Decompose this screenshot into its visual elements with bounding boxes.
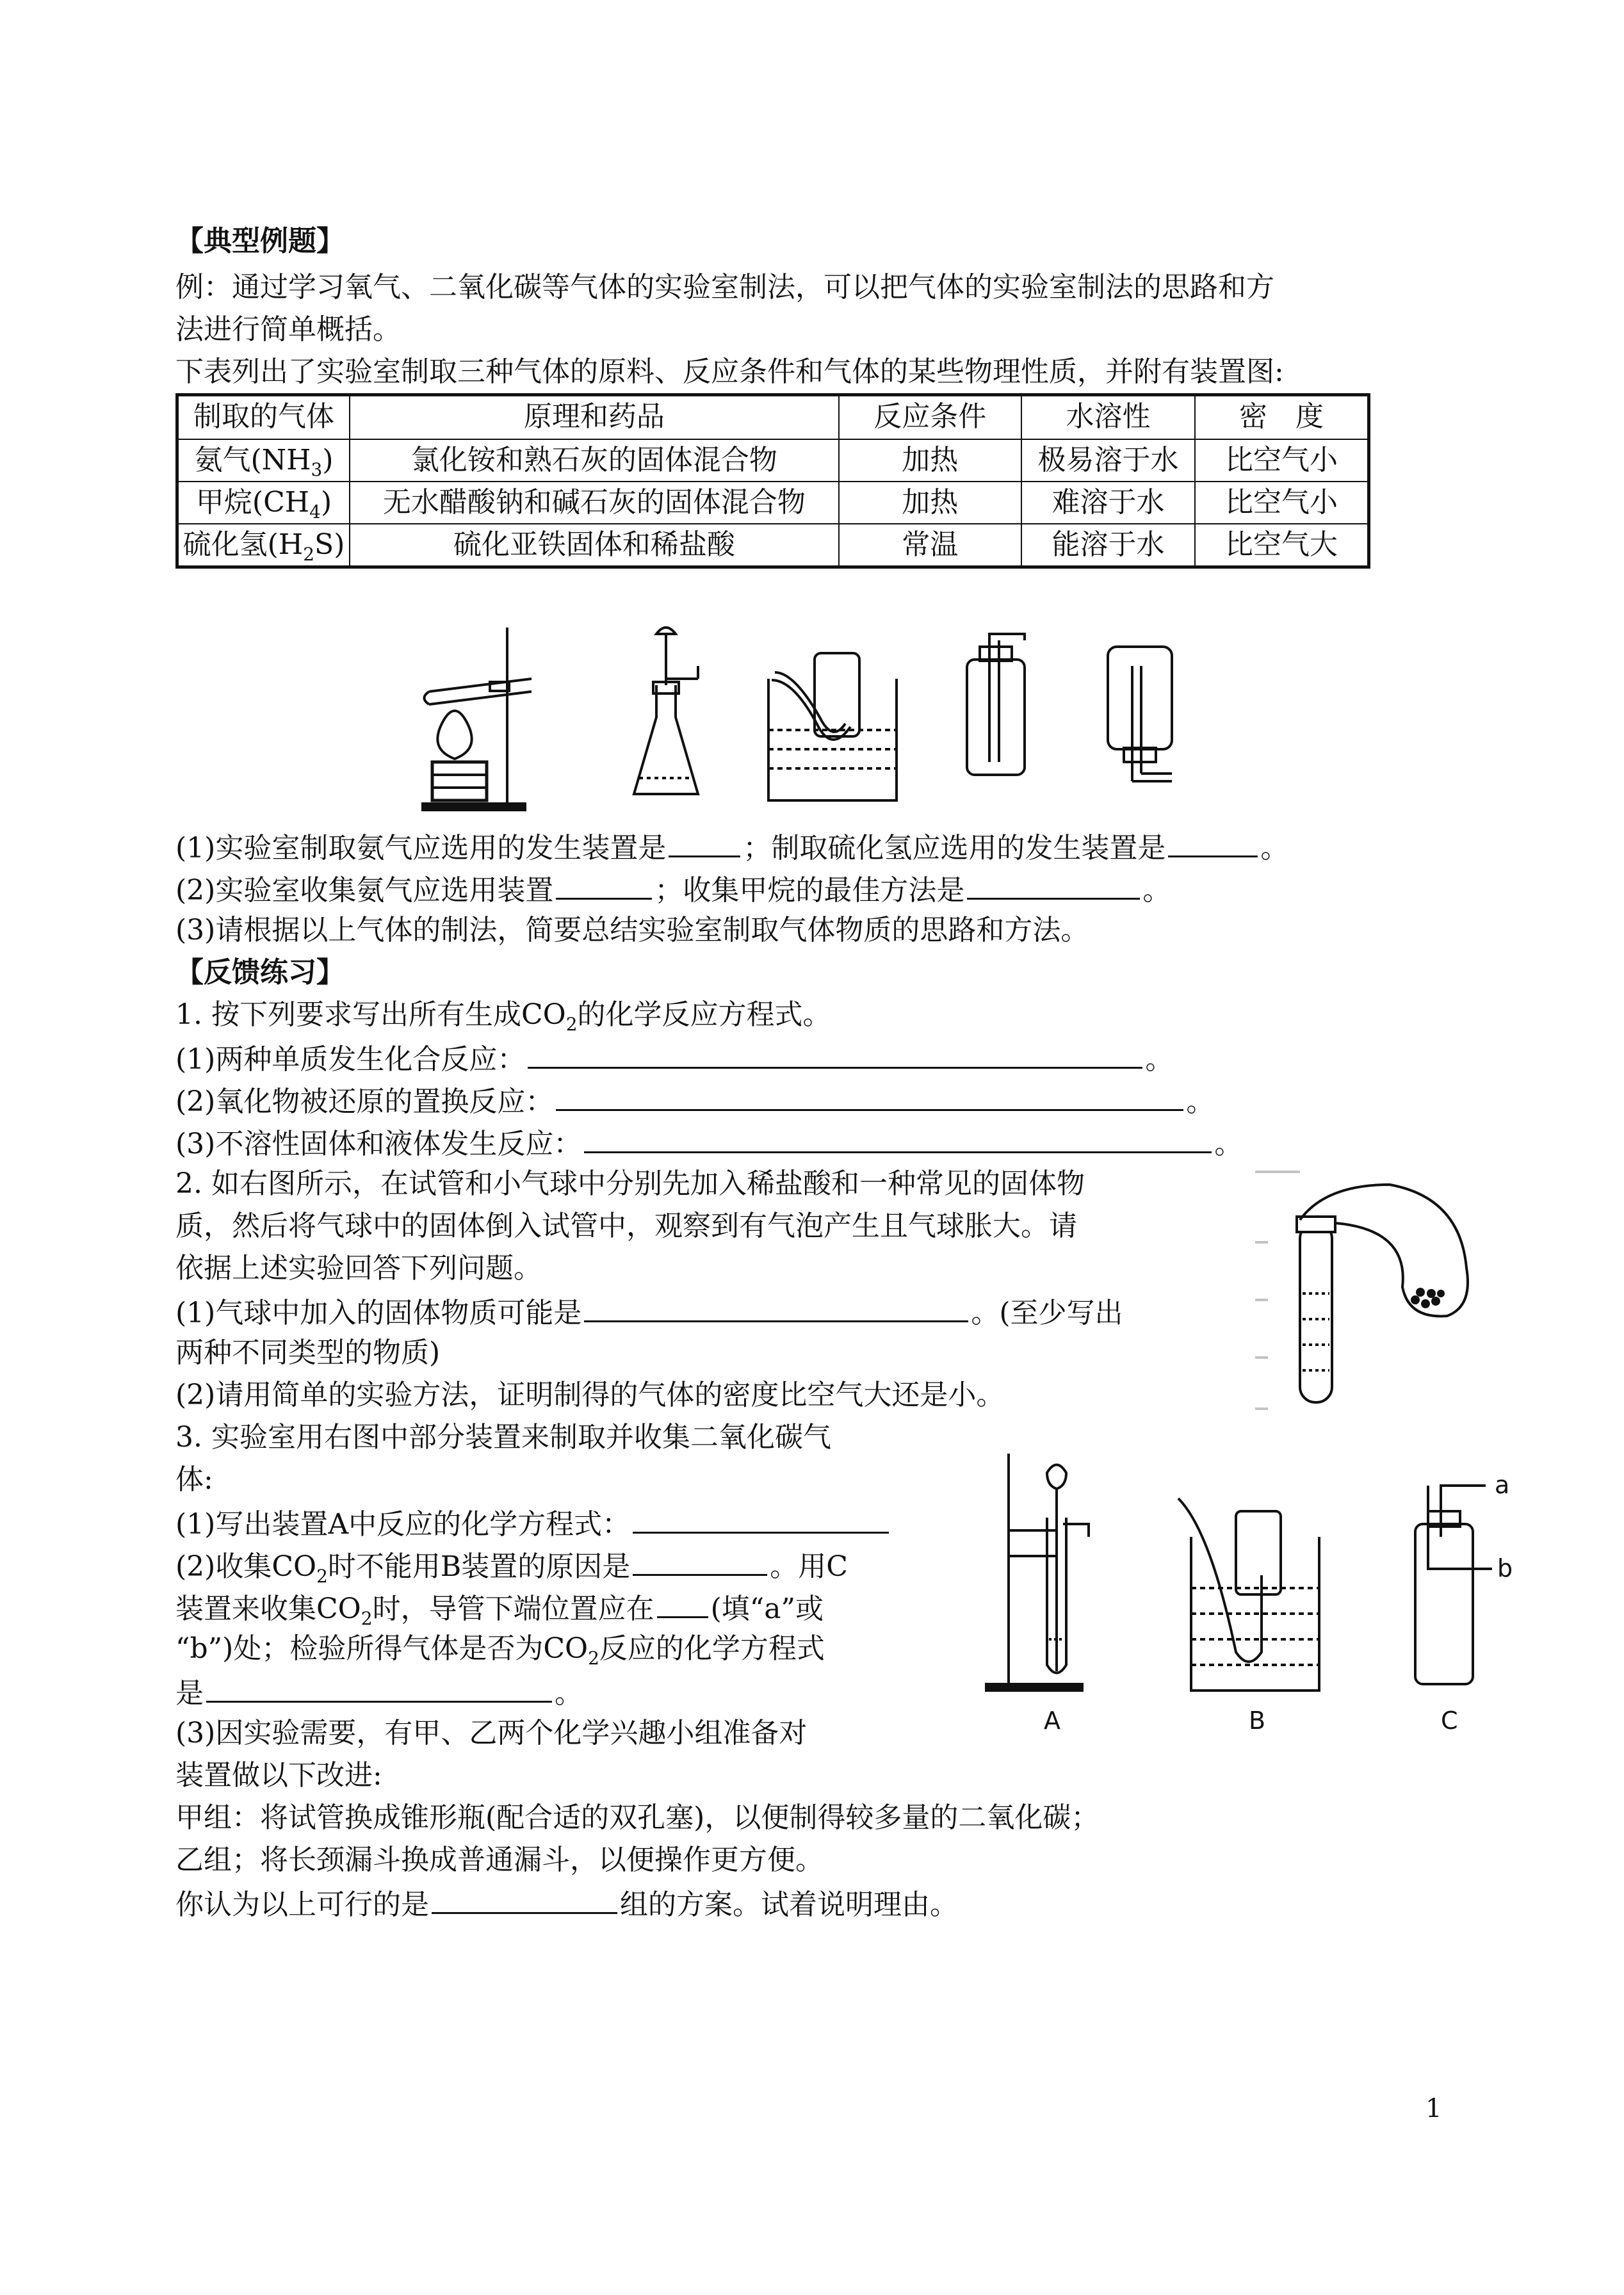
practice-3-line-12: 你认为以上可行的是 组的方案。试着说明理由。 <box>175 1884 958 1924</box>
table-row <box>177 524 1369 567</box>
table-header: 密 度 <box>1195 395 1368 440</box>
answer-blank[interactable] <box>584 1123 1212 1153</box>
drug-cell: 硫化亚铁固体和稀盐酸 <box>350 524 839 567</box>
solubility-cell: 难溶于水 <box>1021 482 1195 524</box>
practice-1-stem: 1. 按下列要求写出所有生成$CO_2$的化学反应方程式。 <box>175 998 831 1035</box>
density-cell: 比空气小 <box>1195 482 1368 524</box>
label-b: B <box>1249 1707 1266 1735</box>
practice-3-line-1: 3. 实验室用右图中部分装置来制取并收集二氧化碳气 <box>175 1421 831 1454</box>
label-c: C <box>1441 1707 1458 1735</box>
answer-blank[interactable] <box>967 870 1140 900</box>
practice-2-line-6: (2)请用简单的实验方法，证明制得的气体的密度比空气大还是小。 <box>175 1379 1005 1411</box>
intro-line-1: 例：通过学习氧气、二氧化碳等气体的实验室制法，可以把气体的实验室制法的思路和方 <box>175 271 1274 304</box>
answer-blank[interactable] <box>206 1673 552 1703</box>
practice-2-line-1: 2. 如右图所示，在试管和小气球中分别先加入稀盐酸和一种常见的固体物 <box>175 1167 1085 1200</box>
solubility-cell: 极易溶于水 <box>1021 439 1195 482</box>
table-row <box>177 482 1369 524</box>
balloon-test-tube-figure <box>1249 1165 1531 1447</box>
practice-3-line-4: (2)收集$CO_2$时不能用B装置的原因是 。用C <box>175 1546 848 1585</box>
intro-line-2: 法进行简单概括。 <box>175 313 401 346</box>
practice-3-line-2: 体: <box>175 1463 213 1496</box>
practice-2-line-2: 质，然后将气球中的固体倒入试管中，观察到有气泡产生且气球胀大。请 <box>175 1210 1077 1242</box>
practice-3-line-7: 是 。 <box>175 1673 583 1712</box>
density-cell: 比空气小 <box>1195 439 1368 482</box>
answer-blank[interactable] <box>556 1081 1183 1111</box>
practice-3-line-6: “b”)处；检验所得气体是否为$CO_2$反应的化学方程式 <box>175 1632 825 1669</box>
answer-blank[interactable] <box>633 1546 767 1576</box>
answer-blank[interactable] <box>633 1504 889 1534</box>
drug-cell: 无水醋酸钠和碱石灰的固体混合物 <box>350 482 839 524</box>
gas-bottle-upward-icon <box>967 634 1025 775</box>
apparatus-abc-figure <box>980 1447 1537 1755</box>
practice-3-line-3: (1)写出装置A中反应的化学方程式： <box>175 1504 891 1543</box>
label-port-a: a <box>1495 1471 1510 1499</box>
apparatus-a-icon <box>986 1454 1089 1691</box>
table-header: 制取的气体 <box>177 395 350 440</box>
label-port-b: b <box>1497 1554 1513 1582</box>
gas-cell: 甲烷$(CH_4)$ <box>177 482 350 524</box>
practice-3-line-5: 装置来收集$CO_2$时，导管下端位置应在 (填“a”或 <box>175 1588 824 1628</box>
test-tube-icon <box>1300 1223 1332 1402</box>
practice-3-line-9: 装置做以下改进: <box>175 1759 382 1792</box>
conical-flask-icon <box>634 628 698 794</box>
page-number: 1 <box>1425 2094 1442 2123</box>
example-question-2: (2)实验室收集氨气应选用装置 ；收集甲烷的最佳方法是 。 <box>175 870 1171 909</box>
practice-3-line-10: 甲组：将试管换成锥形瓶(配合适的双孔塞)，以便制得较多量的二氧化碳； <box>175 1801 1100 1834</box>
density-cell: 比空气大 <box>1195 524 1368 567</box>
condition-cell: 加热 <box>839 439 1021 482</box>
answer-blank[interactable] <box>528 1039 1142 1069</box>
practice-3-line-11: 乙组；将长颈漏斗换成普通漏斗，以便操作更方便。 <box>175 1844 824 1876</box>
answer-blank[interactable] <box>584 1292 968 1322</box>
apparatus-figure <box>384 621 1191 813</box>
table-header: 原理和药品 <box>350 395 839 440</box>
answer-blank[interactable] <box>669 827 740 857</box>
gas-bottle-downward-icon <box>1108 647 1172 781</box>
condition-cell: 加热 <box>839 482 1021 524</box>
intro-line-3: 下表列出了实验室制取三种气体的原料、反应条件和气体的某些物理性质，并附有装置图: <box>175 355 1284 388</box>
answer-blank[interactable] <box>432 1884 617 1914</box>
example-question-1: (1)实验室制取氨气应选用的发生装置是 ；制取硫化氢应选用的发生装置是 。 <box>175 827 1288 867</box>
heating-apparatus-icon <box>423 628 532 810</box>
practice-3-line-8: (3)因实验需要，有甲、乙两个化学兴趣小组准备对 <box>175 1717 808 1749</box>
practice-2-line-4: (1)气球中加入的固体物质可能是 。(至少写出 <box>175 1292 1123 1332</box>
water-trough-icon <box>768 653 897 800</box>
condition-cell: 常温 <box>839 524 1021 567</box>
practice-2-line-3: 依据上述实验回答下列问题。 <box>175 1252 542 1285</box>
answer-blank[interactable] <box>657 1588 708 1618</box>
apparatus-b-icon <box>1178 1498 1319 1691</box>
table-header: 水溶性 <box>1021 395 1195 440</box>
heading-example: 【典型例题】 <box>175 225 345 257</box>
example-question-3: (3)请根据以上气体的制法，简要总结实验室制取气体物质的思路和方法。 <box>175 914 1089 946</box>
heading-practice: 【反馈练习】 <box>175 956 345 989</box>
scan-ghost-text <box>1255 1172 1300 1409</box>
table-header-row <box>177 395 1369 440</box>
apparatus-c-icon <box>1415 1486 1492 1684</box>
label-a: A <box>1044 1707 1060 1735</box>
drug-cell: 氯化铵和熟石灰的固体混合物 <box>350 439 839 482</box>
answer-blank[interactable] <box>556 870 652 900</box>
table-header: 反应条件 <box>839 395 1021 440</box>
practice-1-sub-3: (3)不溶性固体和液体发生反应： 。 <box>175 1123 1242 1163</box>
solubility-cell: 能溶于水 <box>1021 524 1195 567</box>
gas-properties-table <box>175 393 1370 569</box>
table-row <box>177 439 1369 482</box>
practice-2-line-5: 两种不同类型的物质) <box>175 1336 441 1369</box>
gas-cell: 硫化氢$(H_2S)$ <box>177 524 350 567</box>
answer-blank[interactable] <box>1168 827 1258 857</box>
practice-1-sub-1: (1)两种单质发生化合反应： 。 <box>175 1039 1173 1078</box>
practice-1-sub-2: (2)氧化物被还原的置换反应： 。 <box>175 1081 1214 1121</box>
gas-cell: 氨气$(NH_3)$ <box>177 439 350 482</box>
